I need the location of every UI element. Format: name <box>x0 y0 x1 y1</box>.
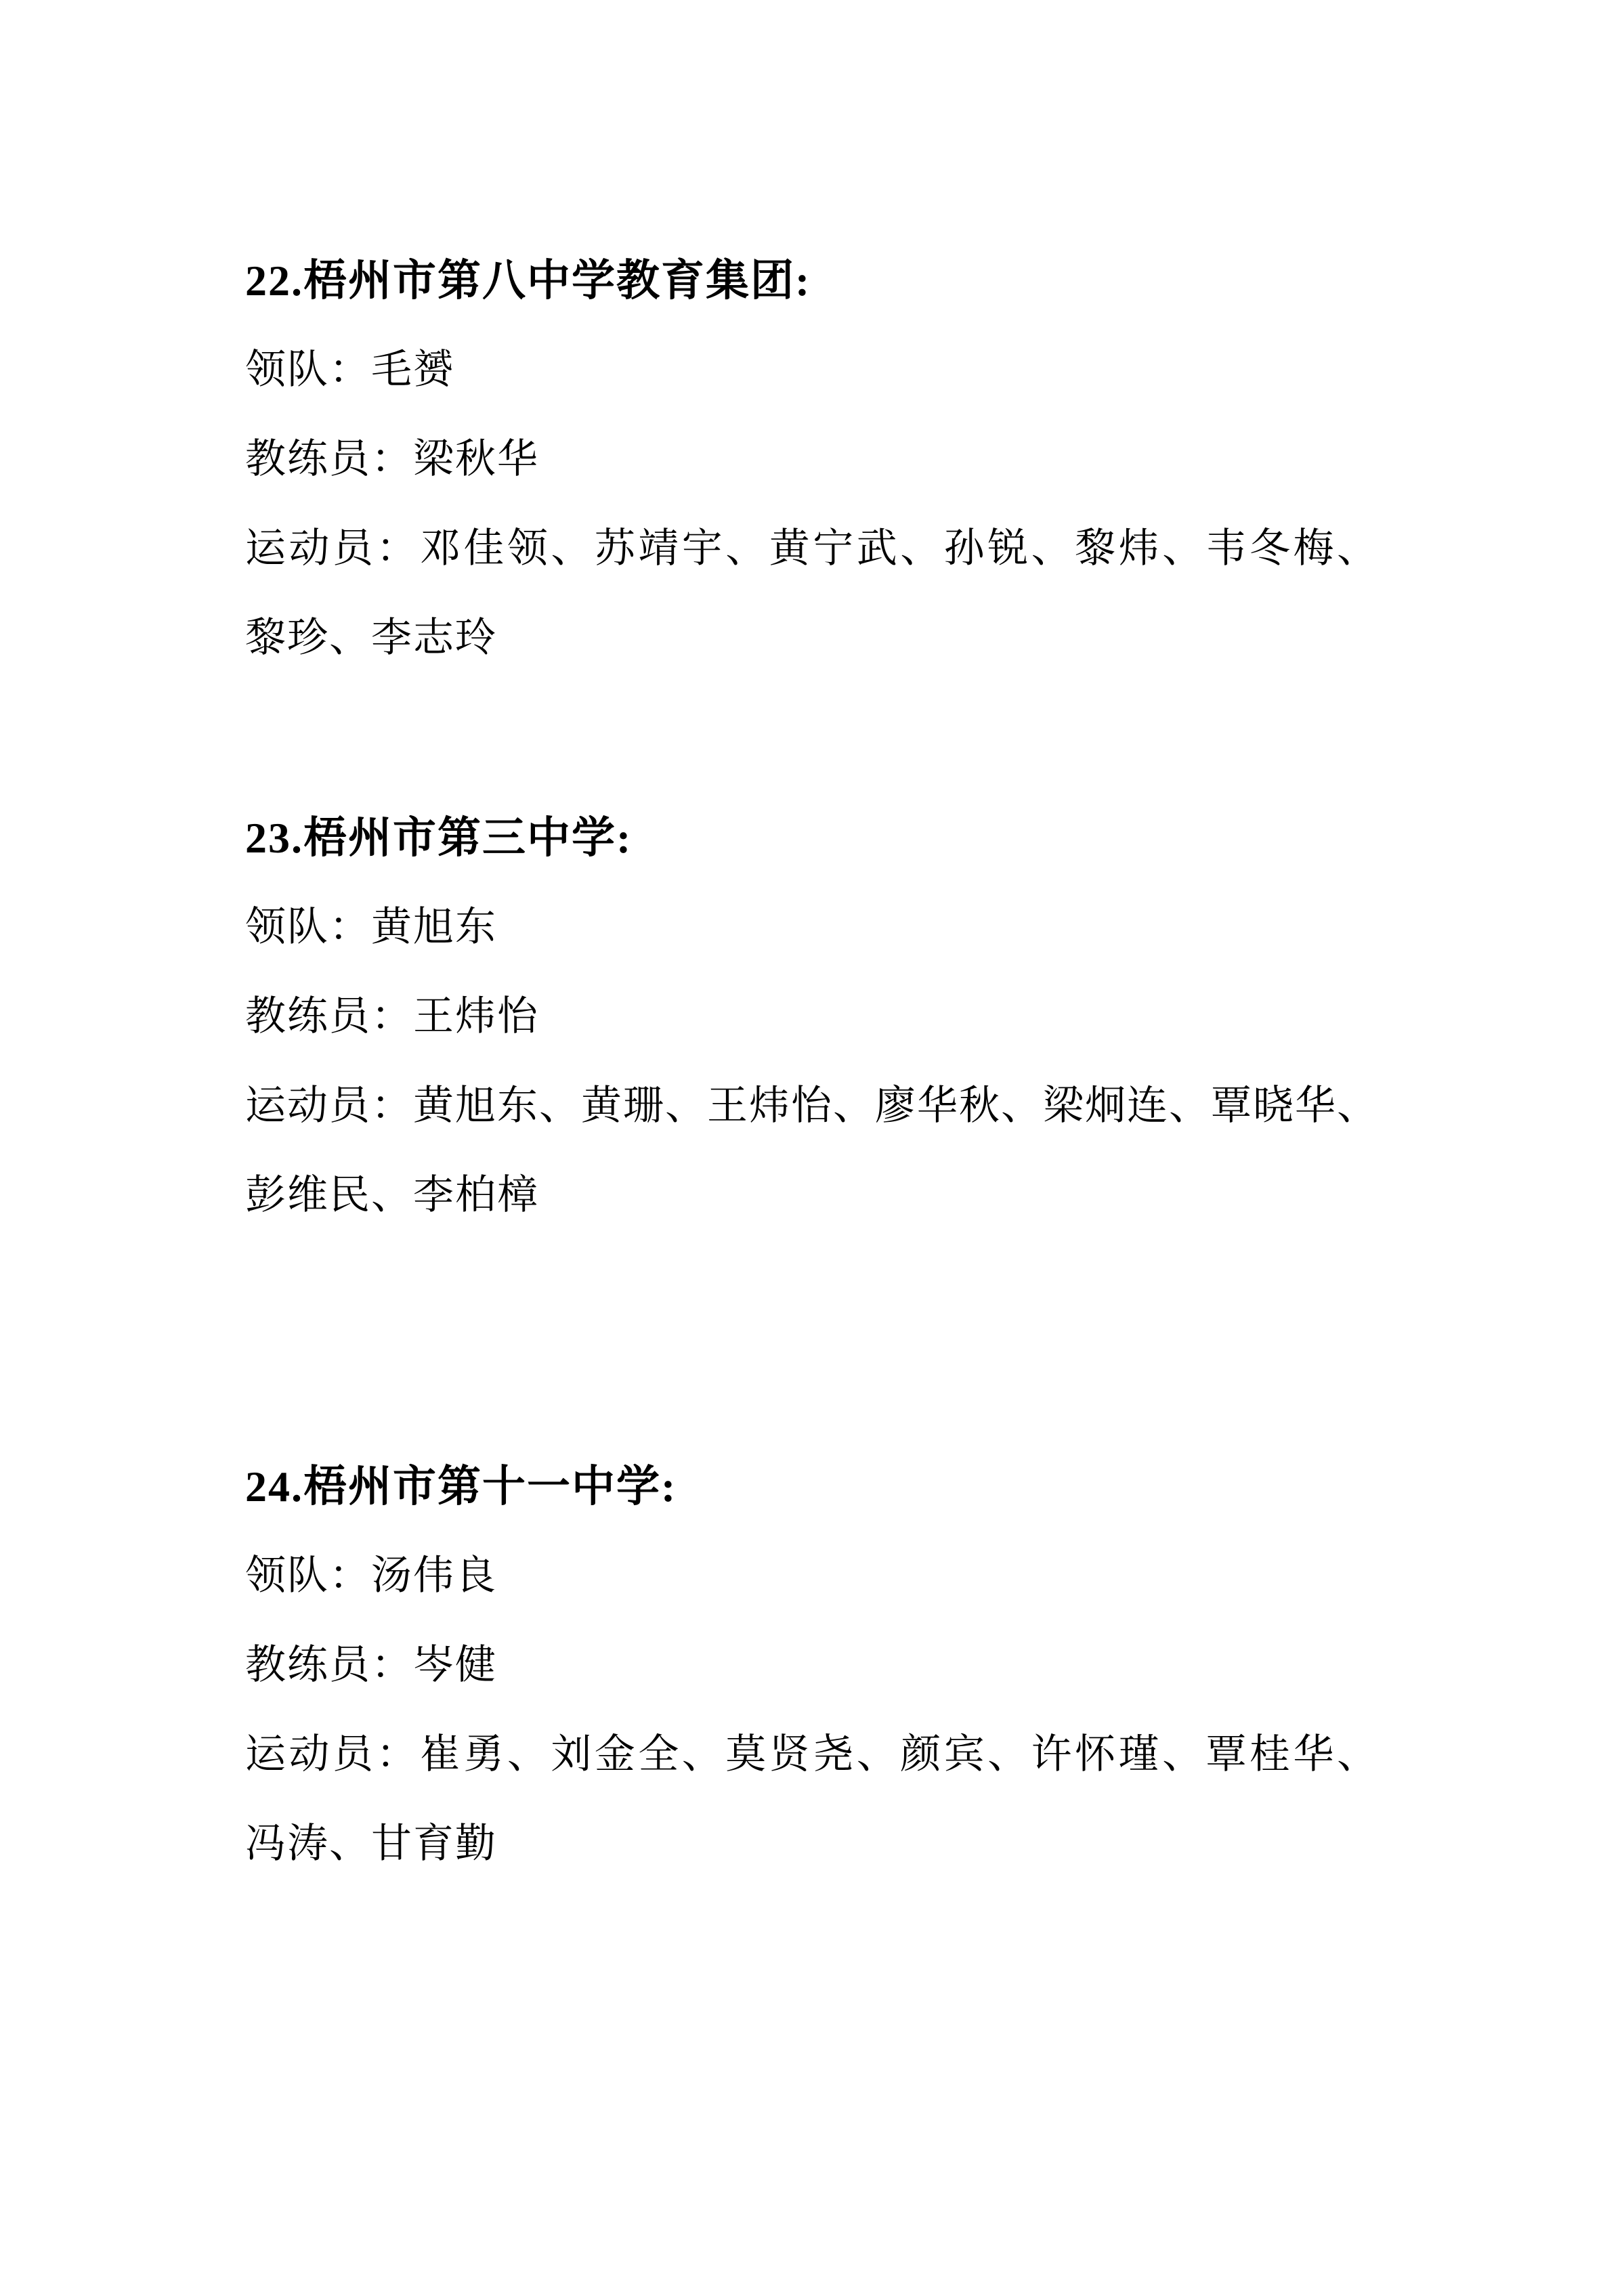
coach-line: 教练员：梁秋华 <box>245 437 539 481</box>
team-section-22 <box>245 237 1377 683</box>
coach-line: 教练员：王炜怡 <box>245 994 539 1039</box>
coach-line: 教练员：岑健 <box>245 1643 497 1687</box>
leader-line: 领队：黄旭东 <box>245 905 497 949</box>
athletes-line-1: 运动员：黄旭东、黄珊、王炜怡、廖华秋、梁炯连、覃晓华、 <box>245 1083 1377 1128</box>
athletes-line-1: 运动员：邓佳领、苏靖宇、黄宁武、孙锐、黎炜、韦冬梅、 <box>245 526 1377 571</box>
athletes-line-2: 黎珍、李志玲 <box>245 615 497 660</box>
document-content <box>245 237 1377 1888</box>
team-heading: 24.梧州市第十一中学: <box>245 1463 677 1511</box>
team-section-23 <box>245 794 1377 1240</box>
athletes-line-2: 彭维民、李柏樟 <box>245 1173 539 1217</box>
team-heading: 22.梧州市第八中学教育集团: <box>245 257 811 305</box>
leader-line: 领队：汤伟良 <box>245 1553 497 1598</box>
section-gap <box>245 683 1377 794</box>
section-gap <box>245 1240 1377 1443</box>
athletes-line-1: 运动员：崔勇、刘金全、莫贤尧、颜宾、许怀瑾、覃桂华、 <box>245 1732 1377 1777</box>
team-section-24 <box>245 1443 1377 1888</box>
athletes-line-2: 冯涛、甘育勤 <box>245 1821 497 1866</box>
team-heading: 23.梧州市第三中学: <box>245 814 633 862</box>
leader-line: 领队：毛赟 <box>245 347 455 392</box>
